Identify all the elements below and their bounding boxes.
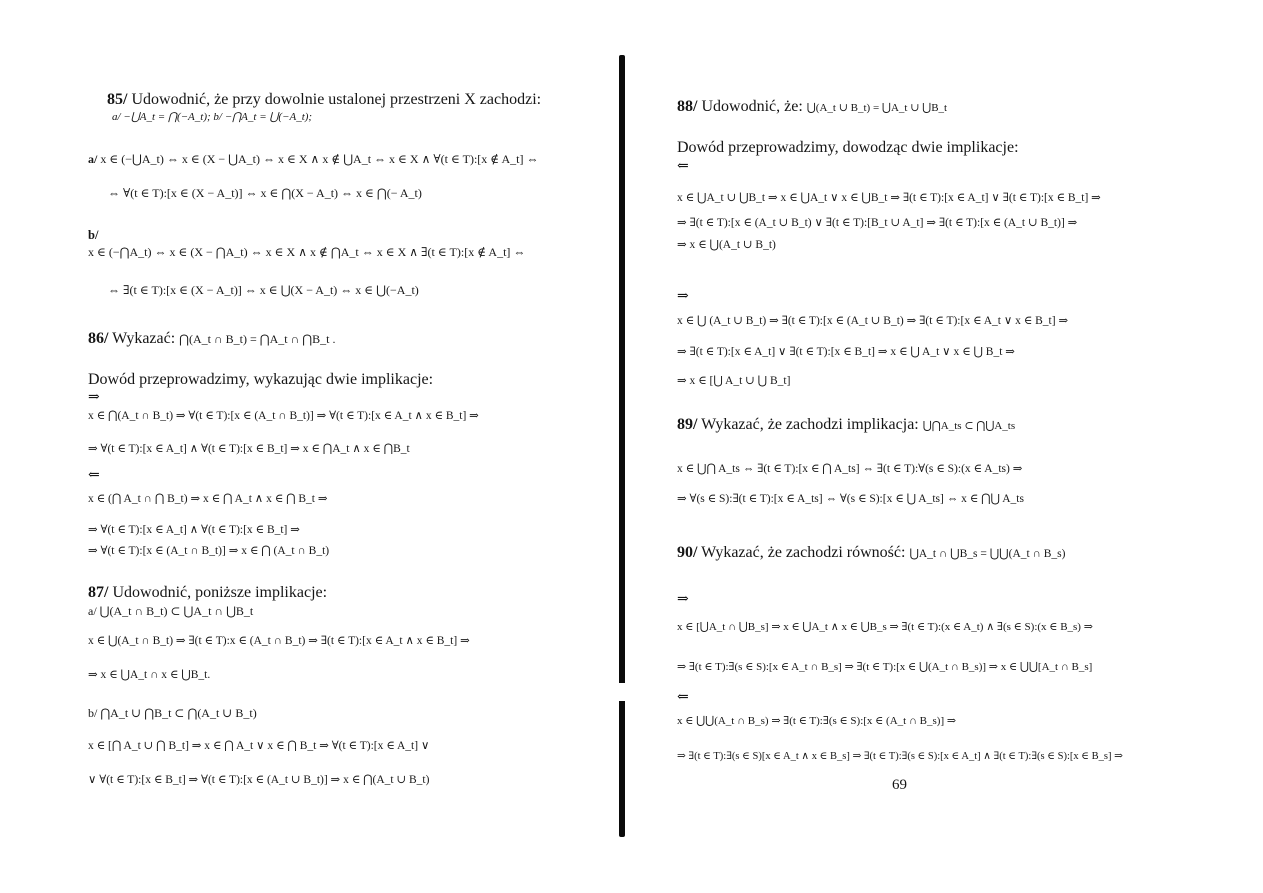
problem-86-number: 86/ xyxy=(88,330,109,347)
problem-88-arrow-back: ⇐ xyxy=(677,159,689,174)
problem-88-statement: Udowodnić, że: xyxy=(701,98,803,115)
problem-85-a-line2: ⇔ ∀(t ∈ T):[x ∈ (X − A_t)] ⇔ x ∈ ⋂(X − A_t) ⇔ x ∈ ⋂(− A_t) xyxy=(108,186,422,200)
problem-87-a-line: a/ ⋃(A_t ∩ B_t) ⊂ ⋃A_t ∩ ⋃B_t xyxy=(88,604,254,618)
page-number: 69 xyxy=(892,777,907,793)
problem-90-heading xyxy=(677,545,1065,561)
problem-88-reverse-line3: ⇒ x ∈ ⋃(A_t ∪ B_t) xyxy=(677,239,776,251)
problem-85-statement: Udowodnić, że przy dowolnie ustalonej przestrzeni X zachodzi: xyxy=(131,91,542,108)
problem-87-b-line: b/ ⋂A_t ∪ ⋂B_t ⊂ ⋂(A_t ∪ B_t) xyxy=(88,706,257,720)
problem-85-b-label: b/ xyxy=(88,228,99,242)
spine-gap xyxy=(618,683,626,701)
problem-90-reverse-line2: ⇒ ∃(t ∈ T):∃(s ∈ S)[x ∈ A_t ∧ x ∈ B_s] ⇒ ∃(t ∈ T):∃(s ∈ S):[x ∈ A_t] ∧ ∃(t ∈ T):∃(s ∈ S):[x ∈ B_s] ⇒ xyxy=(677,751,1123,762)
problem-85-a-label: a/ xyxy=(88,152,98,166)
problem-88-heading xyxy=(677,99,947,115)
right-page xyxy=(632,0,1263,893)
problem-86-reverse-line2: ⇒ ∀(t ∈ T):[x ∈ A_t] ∧ ∀(t ∈ T):[x ∈ B_t] ⇒ xyxy=(88,524,300,536)
problem-86-statement: Wykazać: xyxy=(112,330,176,347)
problem-86-reverse-line1: x ∈ (⋂ A_t ∩ ⋂ B_t) ⇒ x ∈ ⋂ A_t ∧ x ∈ ⋂ B_t ⇒ xyxy=(88,493,328,505)
problem-86-reverse-line3: ⇒ ∀(t ∈ T):[x ∈ (A_t ∩ B_t)] ⇒ x ∈ ⋂ (A_t ∩ B_t) xyxy=(88,545,330,557)
problem-87-b-proof2: ∨ ∀(t ∈ T):[x ∈ B_t] ⇒ ∀(t ∈ T):[x ∈ (A_t ∪ B_t)] ⇒ x ∈ ⋂(A_t ∪ B_t) xyxy=(88,774,430,786)
problem-88-formula: ⋃(A_t ∪ B_t) = ⋃A_t ∪ ⋃B_t xyxy=(806,102,948,114)
problem-86-intro: Dowód przeprowadzimy, wykazując dwie implikacje: xyxy=(88,371,434,388)
problem-85-a-line1 xyxy=(88,153,538,165)
problem-86-forward-line2: ⇒ ∀(t ∈ T):[x ∈ A_t] ∧ ∀(t ∈ T):[x ∈ B_t] ⇒ x ∈ ⋂A_t ∧ x ∈ ⋂B_t xyxy=(88,443,410,455)
problem-88-forward-line2: ⇒ ∃(t ∈ T):[x ∈ A_t] ∨ ∃(t ∈ T):[x ∈ B_t] ⇒ x ∈ ⋃ A_t ∨ x ∈ ⋃ B_t ⇒ xyxy=(677,346,1015,358)
problem-86-arrow-forward: ⇒ xyxy=(88,390,100,405)
problem-89-formula: ⋃⋂A_ts ⊂ ⋂⋃A_ts xyxy=(922,420,1016,432)
problem-89-line2: ⇒ ∀(s ∈ S):∃(t ∈ T):[x ∈ A_ts] ⇔ ∀(s ∈ S):[x ∈ ⋃ A_ts] ⇔ x ∈ ⋂⋃ A_ts xyxy=(677,493,1024,505)
problem-88-arrow-forward: ⇒ xyxy=(677,289,689,304)
problem-85-heading xyxy=(107,92,541,108)
problem-90-formula: ⋃A_t ∩ ⋃B_s = ⋃⋃(A_t ∩ B_s) xyxy=(909,548,1066,560)
problem-89-number: 89/ xyxy=(677,416,698,433)
problem-88-forward-line1: x ∈ ⋃ (A_t ∪ B_t) ⇒ ∃(t ∈ T):[x ∈ (A_t ∪ B_t) ⇒ ∃(t ∈ T):[x ∈ A_t ∨ x ∈ B_t] ⇒ xyxy=(677,315,1069,327)
left-page xyxy=(0,0,612,893)
problem-85-b-line2: ⇔ ∃(t ∈ T):[x ∈ (X − A_t)] ⇔ x ∈ ⋃(X − A_t) ⇔ x ∈ ⋃(−A_t) xyxy=(108,283,419,297)
problem-88-number: 88/ xyxy=(677,98,698,115)
problem-85-number: 85/ xyxy=(107,91,128,108)
problem-87-heading xyxy=(88,585,327,601)
problem-90-arrow-forward: ⇒ xyxy=(677,592,689,607)
problem-89-line1: x ∈ ⋃⋂ A_ts ⇔ ∃(t ∈ T):[x ∈ ⋂ A_ts] ⇔ ∃(t ∈ T):∀(s ∈ S):(x ∈ A_ts) ⇒ xyxy=(677,463,1023,475)
problem-90-reverse-line1: x ∈ ⋃⋃(A_t ∩ B_s) ⇒ ∃(t ∈ T):∃(s ∈ S):[x ∈ (A_t ∩ B_s)] ⇒ xyxy=(677,715,957,727)
problem-89-heading xyxy=(677,417,1015,433)
problem-89-statement: Wykazać, że zachodzi implikacja: xyxy=(701,416,919,433)
problem-86-arrow-back: ⇐ xyxy=(88,468,100,483)
problem-90-statement: Wykazać, że zachodzi równość: xyxy=(701,544,906,561)
problem-86-heading xyxy=(88,331,335,347)
problem-86-forward-line1: x ∈ ⋂(A_t ∩ B_t) ⇒ ∀(t ∈ T):[x ∈ (A_t ∩ B_t)] ⇒ ∀(t ∈ T):[x ∈ A_t ∧ x ∈ B_t] ⇒ xyxy=(88,410,479,422)
problem-87-a-proof2: ⇒ x ∈ ⋃A_t ∩ x ∈ ⋃B_t. xyxy=(88,669,211,681)
problem-88-reverse-line1: x ∈ ⋃A_t ∪ ⋃B_t ⇒ x ∈ ⋃A_t ∨ x ∈ ⋃B_t ⇒ ∃(t ∈ T):[x ∈ A_t] ∨ ∃(t ∈ T):[x ∈ B_t] ⇒ xyxy=(677,192,1101,204)
problem-88-reverse-line2: ⇒ ∃(t ∈ T):[x ∈ (A_t ∪ B_t) ∨ ∃(t ∈ T):[B_t ∪ A_t] ⇒ ∃(t ∈ T):[x ∈ (A_t ∪ B_t)] ⇒ xyxy=(677,217,1078,229)
problem-87-b-proof1: x ∈ [⋂ A_t ∪ ⋂ B_t] ⇒ x ∈ ⋂ A_t ∨ x ∈ ⋂ B_t ⇒ ∀(t ∈ T):[x ∈ A_t] ∨ xyxy=(88,740,430,752)
problem-85-b-line1: x ∈ (−⋂A_t) ⇔ x ∈ (X − ⋂A_t) ⇔ x ∈ X ∧ x ∉ ⋂A_t ⇔ x ∈ X ∧ ∃(t ∈ T):[x ∉ A_t] ⇔ xyxy=(88,245,526,259)
book-spine xyxy=(619,55,625,837)
problem-85-parts: a/ −⋃A_t = ⋂(−A_t); b/ −⋂A_t = ⋃(−A_t); xyxy=(112,111,313,123)
problem-87-number: 87/ xyxy=(88,584,109,601)
problem-88-intro: Dowód przeprowadzimy, dowodząc dwie implikacje: xyxy=(677,139,1019,156)
problem-90-number: 90/ xyxy=(677,544,698,561)
problem-87-statement: Udowodnić, poniższe implikacje: xyxy=(112,584,328,601)
problem-86-formula: ⋂(A_t ∩ B_t) = ⋂A_t ∩ ⋂B_t . xyxy=(179,332,336,346)
problem-85-a-proof1: x ∈ (−⋃A_t) ⇔ x ∈ (X − ⋃A_t) ⇔ x ∈ X ∧ x ∉ ⋃A_t ⇔ x ∈ X ∧ ∀(t ∈ T):[x ∉ A_t] ⇔ xyxy=(100,152,539,166)
problem-87-a-proof1: x ∈ ⋃(A_t ∩ B_t) ⇒ ∃(t ∈ T):x ∈ (A_t ∩ B_t) ⇒ ∃(t ∈ T):[x ∈ A_t ∧ x ∈ B_t] ⇒ xyxy=(88,635,470,647)
problem-90-forward-line2: ⇒ ∃(t ∈ T):∃(s ∈ S):[x ∈ A_t ∩ B_s] ⇒ ∃(t ∈ T):[x ∈ ⋃(A_t ∩ B_s)] ⇒ x ∈ ⋃⋃[A_t ∩ B_s] xyxy=(677,661,1093,673)
problem-88-forward-line3: ⇒ x ∈ [⋃ A_t ∪ ⋃ B_t] xyxy=(677,375,791,387)
problem-90-arrow-back: ⇐ xyxy=(677,690,689,705)
problem-90-forward-line1: x ∈ [⋃A_t ∩ ⋃B_s] ⇒ x ∈ ⋃A_t ∧ x ∈ ⋃B_s ⇒ ∃(t ∈ T):(x ∈ A_t) ∧ ∃(s ∈ S):(x ∈ B_s) ⇒ xyxy=(677,621,1093,633)
